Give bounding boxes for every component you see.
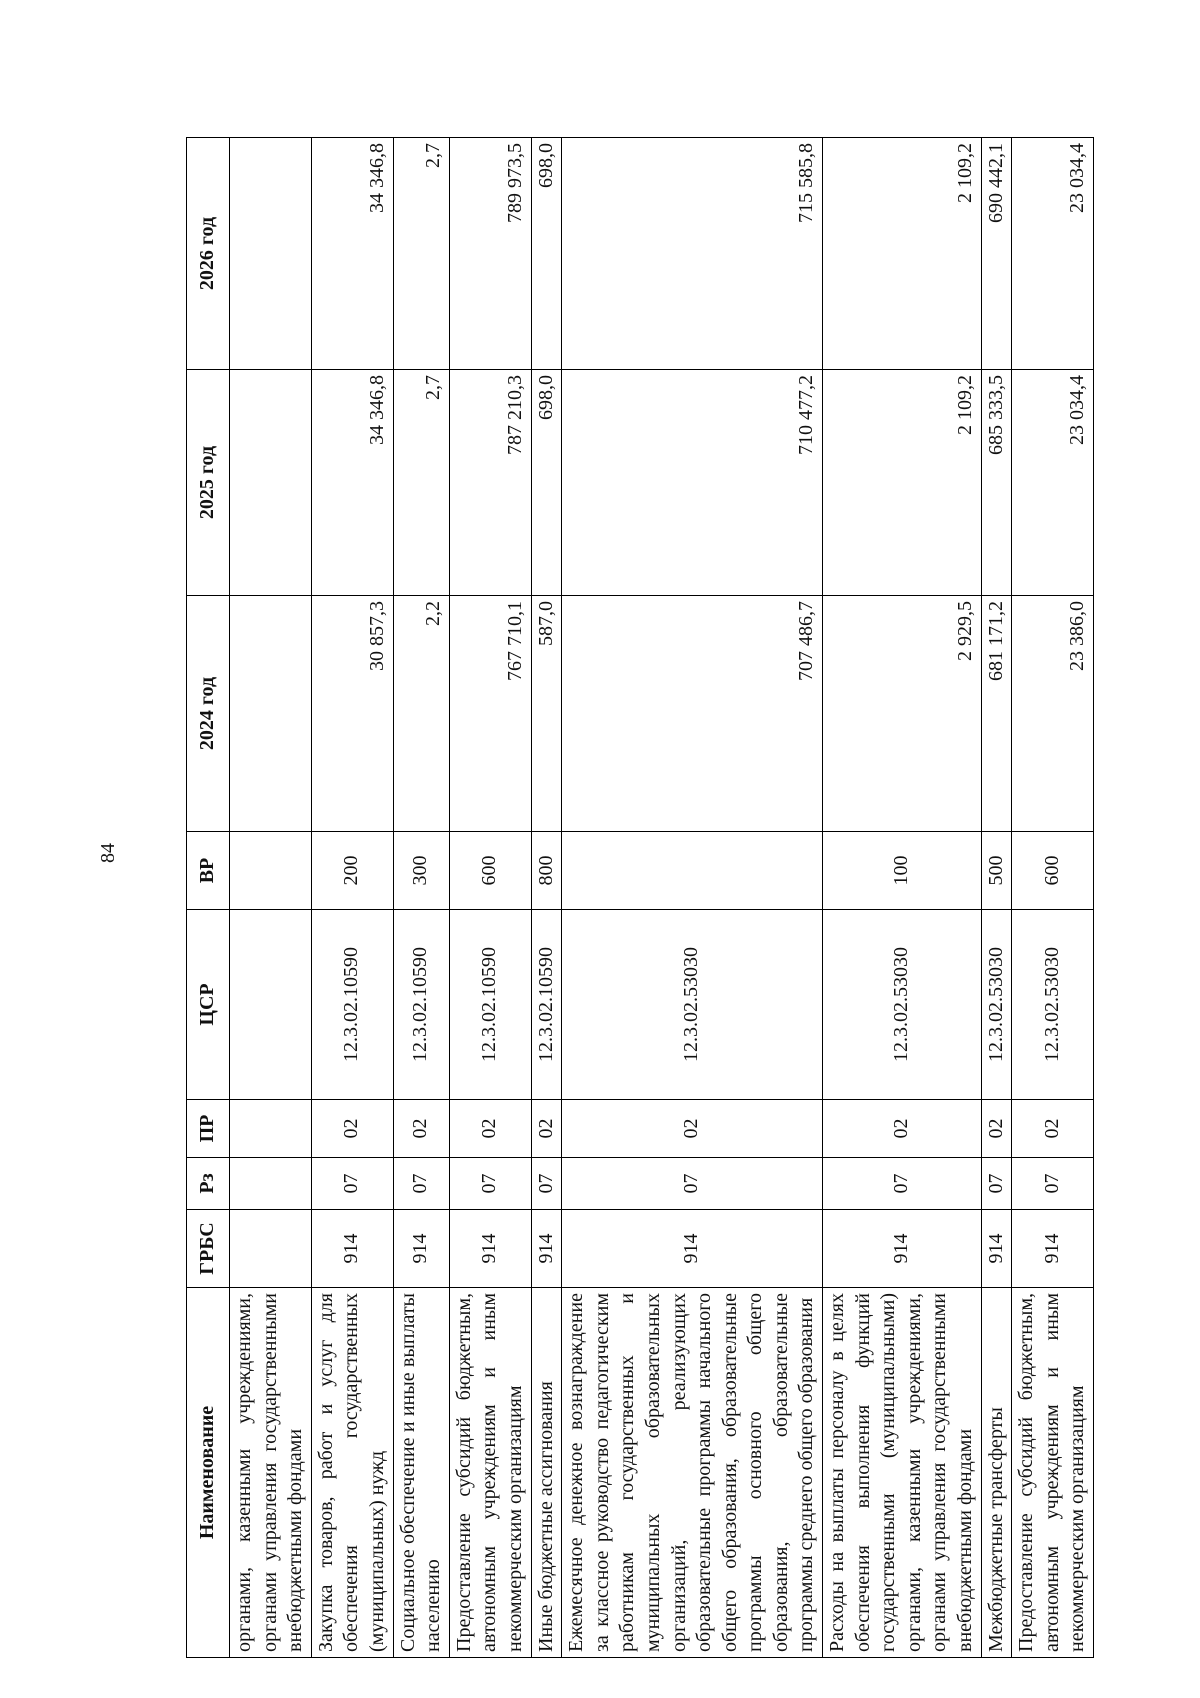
table-row	[1012, 138, 1094, 1658]
header-name: Наименование	[187, 1288, 230, 1658]
row-2025: 710 477,2	[562, 370, 823, 596]
row-name: Социальное обеспечение и иные выплаты населению	[393, 1288, 449, 1658]
row-pr: 02	[981, 1100, 1012, 1158]
row-rz: 07	[311, 1158, 393, 1210]
row-rz: 07	[449, 1158, 531, 1210]
row-grbs: 914	[449, 1210, 531, 1288]
row-grbs: 914	[1012, 1210, 1094, 1288]
header-pr: ПР	[187, 1100, 230, 1158]
row-csr: 12.3.02.53030	[562, 910, 823, 1100]
row-csr: 12.3.02.53030	[981, 910, 1012, 1100]
row-2026: 690 442,1	[981, 138, 1012, 370]
budget-table	[186, 137, 1094, 1658]
row-pr: 02	[823, 1100, 982, 1158]
row-2025: 685 333,5	[981, 370, 1012, 596]
row-2024: 681 171,2	[981, 596, 1012, 832]
row-vr: 600	[449, 832, 531, 910]
row-2024: 707 486,7	[562, 596, 823, 832]
row-rz: 07	[1012, 1158, 1094, 1210]
table-row	[449, 138, 531, 1658]
header-2025: 2025 год	[187, 370, 230, 596]
row-2025: 698,0	[531, 370, 562, 596]
rotated-table-area	[186, 138, 1089, 1658]
table-row	[230, 138, 312, 1658]
row-pr: 02	[531, 1100, 562, 1158]
row-rz: 07	[531, 1158, 562, 1210]
row-grbs: 914	[393, 1210, 449, 1288]
row-vr: 500	[981, 832, 1012, 910]
table-row	[981, 138, 1012, 1658]
table-row	[823, 138, 982, 1658]
row-2025: 787 210,3	[449, 370, 531, 596]
row-2026: 2,7	[393, 138, 449, 370]
table-row	[531, 138, 562, 1658]
page-number: 84	[97, 843, 119, 863]
row-csr: 12.3.02.10590	[449, 910, 531, 1100]
row-2025: 34 346,8	[311, 370, 393, 596]
row-rz: 07	[823, 1158, 982, 1210]
row-pr: 02	[311, 1100, 393, 1158]
header-csr: ЦСР	[187, 910, 230, 1100]
row-2024: 767 710,1	[449, 596, 531, 832]
row-grbs: 914	[562, 1210, 823, 1288]
row-2024: 587,0	[531, 596, 562, 832]
row-name: Межбюджетные трансферты	[981, 1288, 1012, 1658]
header-2024: 2024 год	[187, 596, 230, 832]
row-grbs: 914	[981, 1210, 1012, 1288]
row-name: Предоставление субсидий бюджетным, автономным учреждениям и иным некоммерческим организациям	[1012, 1288, 1094, 1658]
row-name: органами, казенными учреждениями, органами управления государственными внебюджетными фондами	[230, 1288, 312, 1658]
row-rz: 07	[562, 1158, 823, 1210]
row-2025: 23 034,4	[1012, 370, 1094, 596]
row-csr	[230, 910, 312, 1100]
row-name: Закупка товаров, работ и услуг для обеспечения государственных (муниципальных) нужд	[311, 1288, 393, 1658]
header-grbs: ГРБС	[187, 1210, 230, 1288]
row-2026: 715 585,8	[562, 138, 823, 370]
row-2026: 2 109,2	[823, 138, 982, 370]
row-csr: 12.3.02.53030	[823, 910, 982, 1100]
row-vr	[230, 832, 312, 910]
row-name: Ежемесячное денежное вознаграждение за классное руководство педагогическим работникам государственных и муниципальных образовательных организаций, реализующих образовательные программы начального общего образования, образовательные программы основного общего образования, образовательные программы среднего общего образования	[562, 1288, 823, 1658]
row-pr: 02	[1012, 1100, 1094, 1158]
row-grbs: 914	[311, 1210, 393, 1288]
row-csr: 12.3.02.53030	[1012, 910, 1094, 1100]
row-2025: 2 109,2	[823, 370, 982, 596]
row-2026: 789 973,5	[449, 138, 531, 370]
table-row	[393, 138, 449, 1658]
row-vr: 800	[531, 832, 562, 910]
row-vr: 600	[1012, 832, 1094, 910]
row-2024: 30 857,3	[311, 596, 393, 832]
row-2026: 698,0	[531, 138, 562, 370]
row-2024	[230, 596, 312, 832]
row-2025: 2,7	[393, 370, 449, 596]
row-rz: 07	[393, 1158, 449, 1210]
row-pr: 02	[393, 1100, 449, 1158]
row-vr	[562, 832, 823, 910]
row-2025	[230, 370, 312, 596]
header-2026: 2026 год	[187, 138, 230, 370]
row-csr: 12.3.02.10590	[531, 910, 562, 1100]
row-vr: 200	[311, 832, 393, 910]
row-csr: 12.3.02.10590	[393, 910, 449, 1100]
row-2026	[230, 138, 312, 370]
row-2024: 2 929,5	[823, 596, 982, 832]
row-2026: 23 034,4	[1012, 138, 1094, 370]
row-grbs: 914	[531, 1210, 562, 1288]
row-pr: 02	[449, 1100, 531, 1158]
row-rz: 07	[981, 1158, 1012, 1210]
header-vr: ВР	[187, 832, 230, 910]
row-name: Иные бюджетные ассигнования	[531, 1288, 562, 1658]
row-vr: 300	[393, 832, 449, 910]
row-2024: 23 386,0	[1012, 596, 1094, 832]
header-rz: Рз	[187, 1158, 230, 1210]
header-row	[187, 138, 230, 1658]
row-rz	[230, 1158, 312, 1210]
row-csr: 12.3.02.10590	[311, 910, 393, 1100]
row-pr	[230, 1100, 312, 1158]
row-grbs	[230, 1210, 312, 1288]
row-2026: 34 346,8	[311, 138, 393, 370]
row-name: Предоставление субсидий бюджетным, автономным учреждениям и иным некоммерческим организациям	[449, 1288, 531, 1658]
row-name: Расходы на выплаты персоналу в целях обеспечения выполнения функций государственными (муниципальными) органами, казенными учреждениями, органами управления государственными внебюджетными фондами	[823, 1288, 982, 1658]
row-2024: 2,2	[393, 596, 449, 832]
table-row	[311, 138, 393, 1658]
row-pr: 02	[562, 1100, 823, 1158]
row-vr: 100	[823, 832, 982, 910]
table-row	[562, 138, 823, 1658]
row-grbs: 914	[823, 1210, 982, 1288]
